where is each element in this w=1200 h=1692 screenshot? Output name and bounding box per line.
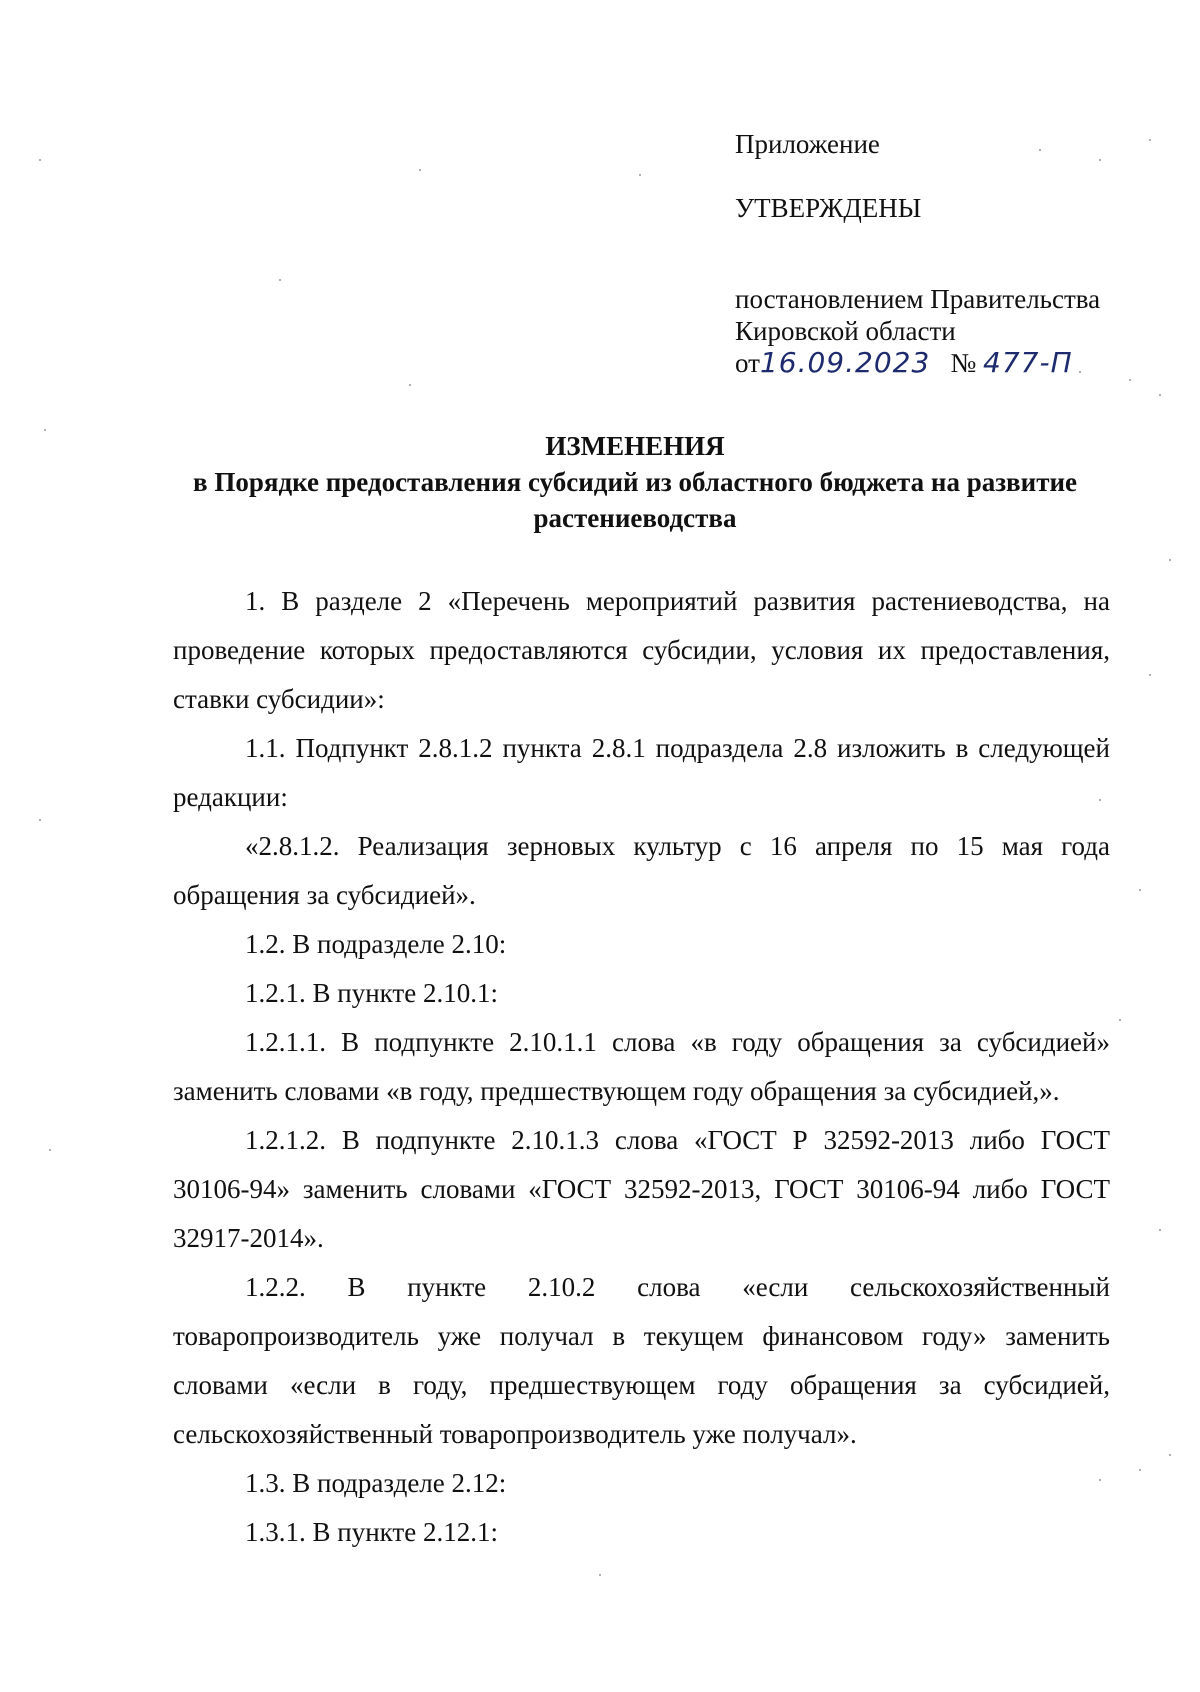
title-heading: ИЗМЕНЕНИЯ <box>545 431 725 461</box>
paragraph-1-3: 1.3. В подразделе 2.12: <box>245 1468 507 1498</box>
approval-block <box>735 128 1175 379</box>
document-title <box>150 428 1120 536</box>
appendix-label: Приложение <box>735 129 880 159</box>
handwritten-number: 477-П <box>983 346 1073 379</box>
paragraph-1-1: 1.1. Подпункт 2.8.1.2 пункта 2.8.1 подраздела 2.8 изложить в следующей редакции: <box>173 733 1110 812</box>
handwritten-date: 16.09.2023 <box>759 346 931 379</box>
paragraph-1: 1. В разделе 2 «Перечень мероприятий развития растениеводства, на проведение которых предоставляются субсидии, условия их предоставления, ставки субсидии»: <box>173 586 1110 714</box>
paragraph-1-2: 1.2. В подразделе 2.10: <box>245 929 507 959</box>
paragraph-1-2-1: 1.2.1. В пункте 2.10.1: <box>245 978 498 1008</box>
title-subheading-line-1: в Порядке предоставления субсидий из областного бюджета на развитие <box>192 467 1077 497</box>
title-subheading-line-2: растениеводства <box>533 503 737 533</box>
paragraph-2-8-1-2-quote: «2.8.1.2. Реализация зерновых культур с 16 апреля по 15 мая года обращения за субсидией». <box>173 831 1110 910</box>
decree-date-number-line <box>735 347 1175 379</box>
number-prefix: № <box>950 348 977 378</box>
paragraph-1-2-1-1: 1.2.1.1. В подпункте 2.10.1.1 слова «в году обращения за субсидией» заменить словами «в году, предшествующем году обращения за субсидией,». <box>173 1027 1110 1106</box>
date-prefix: от <box>735 348 760 378</box>
paragraph-1-2-2: 1.2.2. В пункте 2.10.2 слова «если сельскохозяйственный товаропроизводитель уже получал в текущем финансовом году» заменить словами «если в году, предшествующем году обращения за субсидией, сельскохозяйственный товаропроизводитель уже получал». <box>173 1272 1110 1449</box>
decree-line-1: постановлением Правительства <box>735 284 1101 314</box>
paragraph-1-3-1: 1.3.1. В пункте 2.12.1: <box>245 1517 498 1547</box>
decree-line-2: Кировской области <box>735 316 956 346</box>
document-body <box>173 577 1110 1557</box>
approved-label: УТВЕРЖДЕНЫ <box>735 193 922 223</box>
paragraph-1-2-1-2: 1.2.1.2. В подпункте 2.10.1.3 слова «ГОСТ Р 32592-2013 либо ГОСТ 30106-94» заменить словами «ГОСТ 32592-2013, ГОСТ 30106-94 либо ГОСТ 32917-2014». <box>173 1125 1110 1253</box>
